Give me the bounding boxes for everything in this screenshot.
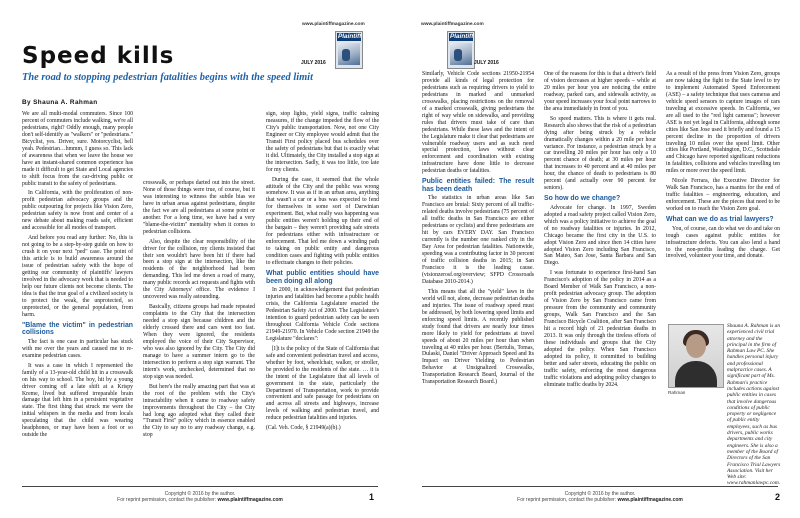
paragraph: One of the reasons for this is that a driver's field of vision decreases at higher speeds – while at 20 miles per hour you are noticing the entire roadway, parked cars, and sidewalk activity, as your speed increases your focal point narrows to the area immediately in front of you. <box>544 71 656 112</box>
paragraph: Basically, citizens groups had made repeated complaints to the City that the intersection needed a stop sign because children and the elderly crossed there and cars went too fast. When they were ignored, the residents employed the voice of their City Supervisor, who was also ignored by the City. The City did manage to have a summer intern go to the intersection to perform a stop sign warrant. The intern's work, unchecked, determined that no stop sign was needed. <box>143 304 255 380</box>
paragraph: This means that all the "yield" laws in the world will not, alone, decrease pedestrian deaths and injuries. The issue of roadway speed must be addressed, by both lowering speed limits and enforcing speed limits. A recently published study found that drivers are nearly four times more likely to yield for pedestrians at travel speeds of about 20 miles per hour than when traveling at 40 miles per hour. (Bertulis, Tomas, Dulaski, Daniel "Driver Approach Speed and Its Impact on Driver Yielding to Pedestrian Behavior at Unsignalized Crosswalks, Transportation Research Board, Journal of the Transportation Research Board.) <box>422 288 534 386</box>
column-5 <box>544 71 656 392</box>
column-2 <box>143 180 255 442</box>
cover-masthead: Plaintiff <box>338 33 362 40</box>
cover-art <box>338 43 360 65</box>
section-heading: Public entities failed: The result has been death <box>422 178 534 193</box>
article-title: Speed kills <box>22 43 175 69</box>
page-footer <box>0 486 400 518</box>
paragraph: We are all multi-modal commuters. Since 100 percent of commuters include walking, we're all pedestrians, right? Oddly enough, many people don't self-identify as "walkers" or "pedestrians." Bicyclist, yes. Driver, sure. Motorcyclist, hell yeah. Pedestrian…hmmm, I guess so. This lack of awareness that when we leave the house we have an instant-shared common experience has made it difficult to get State and Local agencies to shift focus from the car-driving public or public transit to the safety of pedestrians. <box>22 111 133 187</box>
header-url[interactable]: www.plaintiffmagazine.com <box>302 22 365 27</box>
paragraph: Also, despite the clear responsibility of the driver for the collision, my clients insisted that their son wouldn't have been hit if there had been a stop sign at the intersection, like the residents of the neighborhood had been demanding. This led me down a road of many, many public records act requests and fights with the City Attorneys' office. The evidence I uncovered was really astounding. <box>143 238 255 301</box>
reprint-text: For reprint permission, contact the publisher: <box>117 497 218 503</box>
paragraph: Nicole Ferrara, the Executive Director for Walk San Francisco, has a mantra for the end of traffic fatalities – engineering, education, and enforcement. These are the pieces that need to be worked on to reach the Vision Zero goal. <box>666 178 780 213</box>
footer-link[interactable]: www.plaintiffmagazine.com <box>617 497 683 503</box>
page-number: 2 <box>774 492 780 502</box>
section-heading: What can we do as trial lawyers? <box>666 216 774 224</box>
copyright-notice: Copyright © 2016 by the author. <box>564 491 636 497</box>
paragraph: The fact is one case in particular has stuck with me over the years and caused me to re-examine pedestrian cases. <box>22 338 133 359</box>
reprint-text: For reprint permission, contact the publisher: <box>517 497 618 503</box>
paragraph: The statistics in urban areas like San Francisco are brutal: Sixty percent of all traffic-related deaths involve pedestrians (75 percent of all traffic deaths in San Francisco are either pedestrians or cyclists) and three pedestrians are hit by cars EVERY DAY. San Francisco currently is the number one ranked city in the Bay Area for pedestrian fatalities. Nationwide, speeding was a contributing factor in 30 percent of traffic collision deaths in 2015; in San Francisco it is the leading cause. (visionzerosf.org/overview; SFPD Crossroads Database 2010-2014.) <box>422 195 534 285</box>
paragraph: It was a case in which I represented the family of a 13-year-old child hit in a crosswalk on his way to school. The boy, hit by a young driver coming off a late shift at a Krispy Kreme, lived but suffered irreparable brain damage that left him in a persistent vegetative state. The first thing that struck me were the initial whispers in the media and from locals speculating that the child was wearing headphones, or may have been a foot or so outside the <box>22 362 133 439</box>
column-1 <box>22 111 133 442</box>
issue-date: JULY 2016 <box>474 60 499 66</box>
cover-masthead: Plaintiff <box>450 33 474 40</box>
column-6 <box>666 71 780 263</box>
photo-body <box>675 361 717 388</box>
author-bio: Shauna A. Rahman is an experienced civil trial attorney and the principal in the firm of Rahman Law PC. She handles personal injury and professional malpractice cases. A significant part of Ms. Rahman's practice includes actions against public entities in cases that involve dangerous conditions of public property or negligence of public entity employees, such as bus drivers, public works departments and city engineers. She is also a member of the Board of Directors of the San Francisco Trial Lawyers Association. Visit her Web site: www.rahmanlawpc.com. <box>727 323 781 487</box>
cover-art <box>450 43 472 65</box>
author-bio-top <box>727 323 781 487</box>
paragraph: And before you read any further: No, this is not going to be a step-by-step guide on how to crush it on your next "ped" case. The point of this article is to build awareness around the issue of pedestrian safety with the hope of getting our community of plaintiffs' lawyers involved in the advocacy work that is needed to help our future clients not become clients. The idea is that the true goal of a civilized society is to protect the weak, the unprotected, so unprotected, or the general population, from harm. <box>22 235 133 318</box>
paragraph: Similarly, Vehicle Code sections 21950-21954 provide all kinds of legal protection for pedestrians such as requiring drivers to yield to pedestrians in marked and unmarked crosswalks, placing restrictions on the removal of a marked crosswalk, giving pedestrians the right of way while on sidewalks, and providing rules that drivers must take of care than pedestrians. While these laws and the intent of the Legislature make it clear that pedestrians are vulnerable roadway users and as such need special protection, laws without clear enforcement and coordination with existing infrastructure have done little to decrease pedestrian deaths or fatalities. <box>422 71 534 175</box>
reprint-notice <box>0 497 400 503</box>
paragraph: But here's the really amazing part that was at the root of the problem with the City's intractability when it came to roadway safety improvements throughout the City – the City had long ago adopted what they called their "Transit First" policy which in essence enabled the City to say no to any roadway change, e.g. stop <box>143 383 255 439</box>
paragraph: In 2000, in acknowledgement that pedestrian injuries and fatalities had become a public health crisis, the California Legislature enacted the Pedestrian Safety Act of 2000. The Legislature's intention to guard pedestrian safety can be seen throughout California Vehicle Code sections 21949-21970. In Vehicle Code section 21949 the Legislature "declares": <box>266 287 379 342</box>
page-footer <box>400 486 800 518</box>
copyright-notice: Copyright © 2016 by the author. <box>164 491 236 497</box>
block-quote: [I]t is the policy of the State of California that safe and convenient pedestrian travel and access, whether by foot, wheelchair, walker, or stroller, be provided to the residents of the state. … it is the intent of the Legislature that all levels of government in the state, particularly the Department of Transportation, work to provide convenient and safe passage for pedestrians on and across all streets and highways, increase levels of walking and pedestrian travel, and reduce pedestrian fatalities and injuries. <box>266 345 379 422</box>
column-4 <box>422 71 534 389</box>
section-heading: "Blame the victim" in pedestrian collisions <box>22 321 133 337</box>
article-subtitle: The road to stopping pedestrian fatalities begins with the speed limit <box>22 72 313 83</box>
magazine-cover-image <box>447 31 475 69</box>
paragraph: So speed matters. This is where it gets real. Research also shows that the risk of a pedestrian dying after being struck by a vehicle dramatically changes within a 20 mile per hour variance. For instance, a pedestrian struck by a car travelling 20 miles per hour has only a 10 percent chance of death; at 30 miles per hour that increases to 40 percent and at 40 miles per hour, the chance of death to pedestrians is 80 percent (and actually over 90 percent for seniors). <box>544 115 656 192</box>
footer-rule <box>422 486 778 487</box>
footer-link[interactable]: www.plaintiffmagazine.com <box>217 497 283 503</box>
paragraph: As a result of the press from Vision Zero, groups are now taking the fight to the State level to try to implement Automated Speed Enforcement (ASE) – a safety technique that uses cameras and vehicle speed sensors to capture images of cars traveling at excessive speeds. In California, we are all used to the "red light cameras"; however ASE is not yet legal in California, although some cities like San Jose used it briefly and found a 15 percent decline in the proportion of drivers traveling 10 miles over the speed limit. Other cities like Portland, Washington, D.C., Scottsdale and Chicago have reported significant reductions in fatalities, collisions and vehicles travelling ten miles or more over the speed limit. <box>666 71 780 175</box>
footer-rule <box>22 486 378 487</box>
section-heading: What public entities should have been doing all along <box>266 269 379 285</box>
author-photo <box>668 324 724 388</box>
column-3 <box>266 111 379 435</box>
page-number: 1 <box>368 492 374 502</box>
paragraph: You, of course, can do what we do and take on tough cases against public entities for infrastructure defects. You can also lend a hand to the non-profits leading the charge. Get involved, volunteer your time, and donate. <box>666 225 780 260</box>
photo-face <box>686 334 706 358</box>
paragraph: I was fortunate to experience first-hand San Francisco's adoption of the policy in 2014 as a Board Member of Walk San Francisco, a non-profit pedestrian advocacy group. The adoption of Vision Zero by San Francisco came from pressure from the community and community groups, Walk San Francisco and the San Francisco Bicycle Coalition, after San Francisco hit a record high of 21 pedestrian deaths in 2013. It was only through the tireless efforts of these individuals and groups that the City adopted the policy. When San Francisco adopted its policy, it committed to building better and safer streets, educating the public on traffic safety, enforcing the most dangerous traffic violations and adopting policy changes to eliminate traffic deaths by 2024. <box>544 270 656 388</box>
header-url[interactable]: www.plaintiffmagazine.com <box>421 22 484 27</box>
section-heading: So how do we change? <box>544 195 621 203</box>
photo-caption: Rahman <box>668 390 686 395</box>
paragraph: In California, with the proliferation of non-profit pedestrian advocacy groups and the public outpouring for projects like Vision Zero, pedestrian safety is now front and center of a new debate about making roads safe, efficient and accessible for all modes of transport. <box>22 190 133 232</box>
byline: By Shauna A. Rahman <box>22 99 98 106</box>
paragraph: sign, stop lights, yield signs, traffic calming measures, if the change impeded the flow of the City's public transportation. Now, not one City Engineer or City employee would admit that the Transit First policy placed bus schedules over the safety of pedestrians but that is exactly what it did. Ultimately, the City installed a stop sign at the intersection. Sadly, it was too little, too late for my clients. <box>266 111 379 173</box>
issue-date: JULY 2016 <box>301 60 326 66</box>
paragraph: crosswalk, or perhaps darted out into the street. None of those things were true, of course, but it was interesting to witness the subtle bias we have in urban areas against pedestrians, despite the fact we are all pedestrians at some point or another. For a long time, we have had a very "blame-the-victim" mentality when it comes to pedestrian collisions. <box>143 180 255 235</box>
citation: (Cal. Veh. Code, § 21949(a)(b).) <box>266 425 341 432</box>
paragraph: Advocate for change. In 1997, Sweden adopted a road safety project called Vision Zero, which was a policy initiative to achieve the goal of no roadway fatalities or injuries. In 2012, Chicago became the first city in the U.S. to adopt Vision Zero and since then 14 cities have adopted Vision Zero including San Francisco, San Mateo, San Jose, Santa Barbara and San Diego. <box>544 204 656 267</box>
paragraph: During the case, it seemed that the whole attitude of the City and the public was wrong somehow. It was as if in an urban area, anything that wasn't a car or a bus was expected to fend for themselves in some sort of Darwinian experiment. But, what really was happening was public entities weren't holding up their end of the bargain – they weren't providing safe streets for pedestrians either with infrastructure or enforcement. That led me down a winding path to taking on public entity and dangerous condition cases and fighting with public entities to effectuate changes to their policies. <box>266 176 379 267</box>
magazine-cover-image <box>335 31 363 69</box>
reprint-notice <box>400 497 800 503</box>
page-2 <box>400 0 800 518</box>
